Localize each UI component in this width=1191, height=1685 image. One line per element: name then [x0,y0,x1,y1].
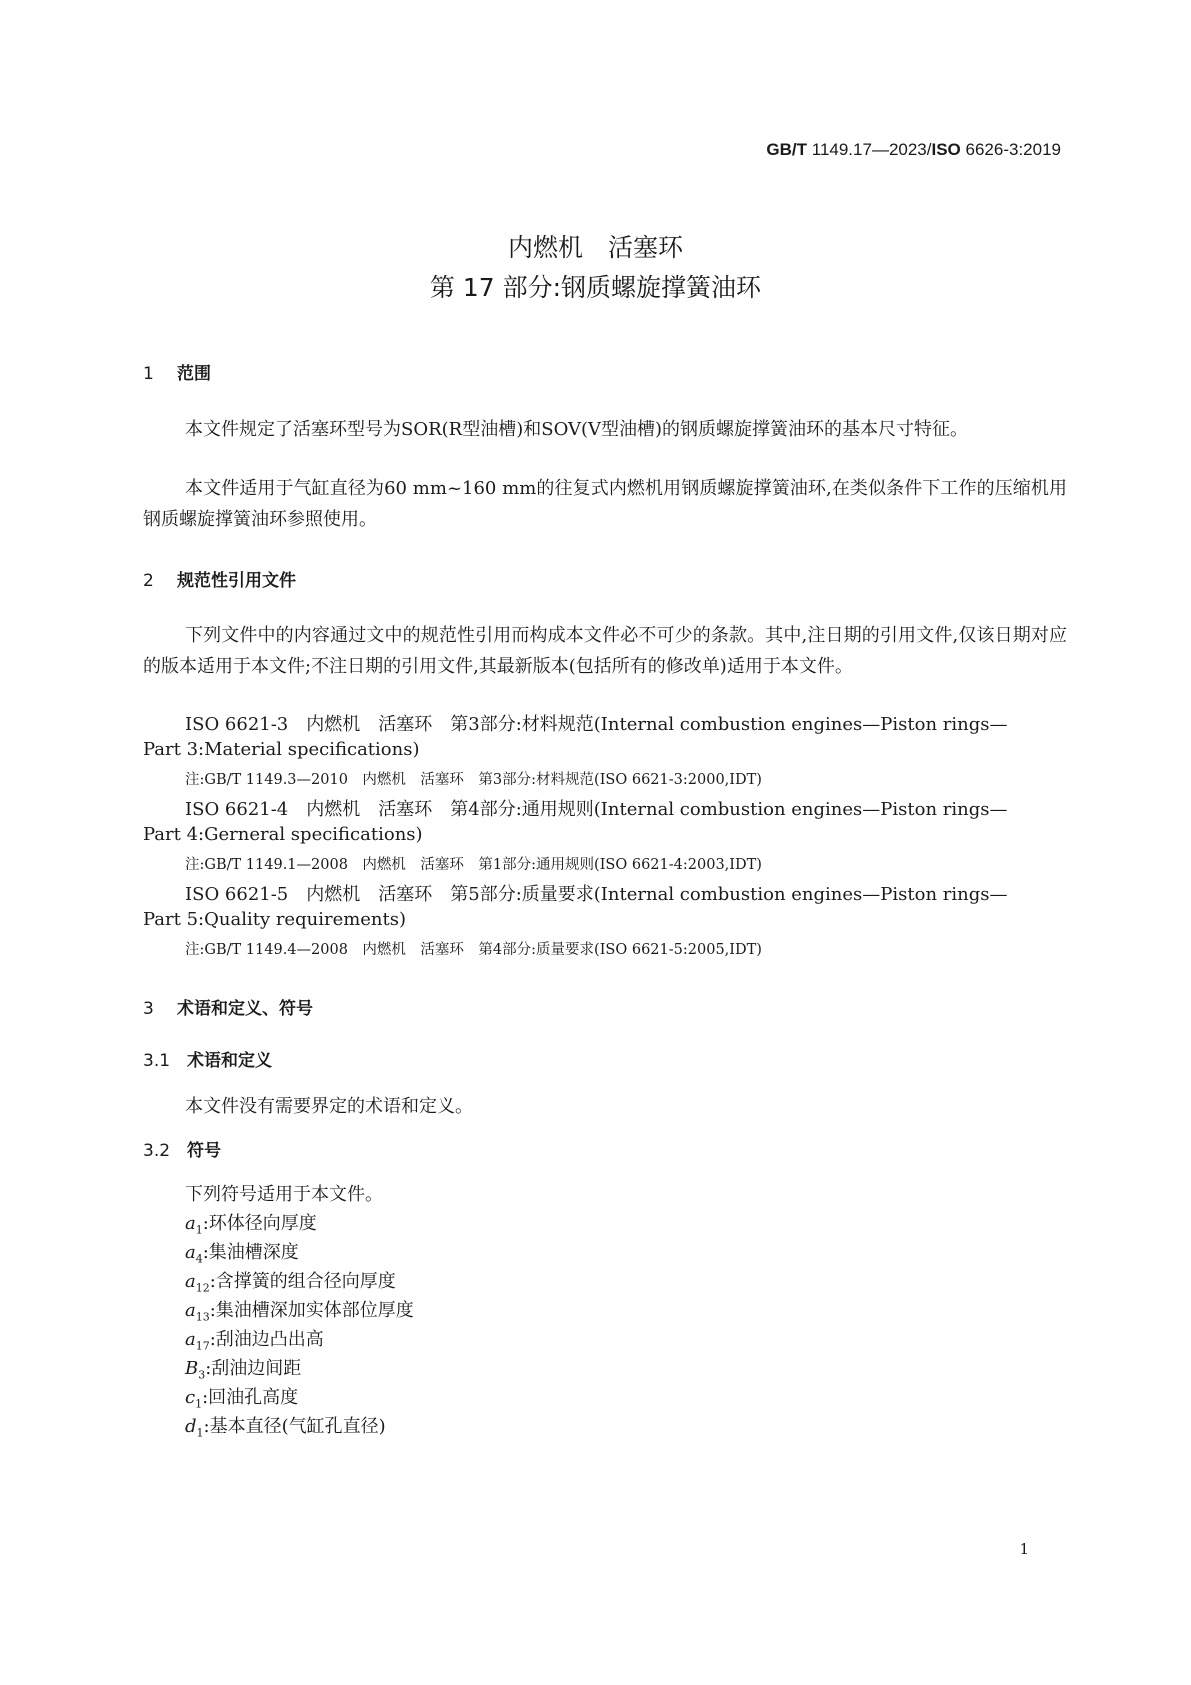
ref-item-2-line1: ISO 6621-4 内燃机 活塞环 第4部分:通用规则(Internal combustion engines—Piston rings— [185,799,1008,820]
ref-item-1-note: 注:GB/T 1149.3—2010 内燃机 活塞环 第3部分:材料规范(ISO 6621-3:2000,IDT) [185,772,762,788]
scope-paragraph-2: 本文件适用于气缸直径为60 mm~160 mm的往复式内燃机用钢质螺旋撑簧油环,在类似条件下工作的压缩机用钢质螺旋撑簧油环参照使用。 [143,478,1067,530]
refs-intro: 下列文件中的内容通过文中的规范性引用而构成本文件必不可少的条款。其中,注日期的引用文件,仅该日期对应的版本适用于本文件;不注日期的引用文件,其最新版本(包括所有的修改单)适用于本文件。 [143,625,1067,677]
section-1-heading: 1 范围 [143,364,211,384]
ref-item-3-line1: ISO 6621-5 内燃机 活塞环 第5部分:质量要求(Internal combustion engines—Piston rings— [185,884,1008,905]
symbols-intro: 下列符号适用于本文件。 [185,1184,383,1205]
scope-paragraph-1: 本文件规定了活塞环型号为SOR(R型油槽)和SOV(V型油槽)的钢质螺旋撑簧油环的基本尺寸特征。 [185,419,969,440]
symbol-item: $a_1$:环体径向厚度 [185,1213,317,1237]
symbol-item: $a_{17}$:刮油边凸出高 [185,1329,324,1353]
section-3-heading: 3 术语和定义、符号 [143,999,313,1019]
ref-item-3-note: 注:GB/T 1149.4—2008 内燃机 活塞环 第4部分:质量要求(ISO 6621-5:2005,IDT) [185,942,762,958]
section-3-2-heading: 3.2 符号 [143,1141,221,1161]
symbol-item: $c_1$:回油孔高度 [185,1387,299,1411]
doc-title-line2: 第 17 部分:钢质螺旋撑簧油环 [429,273,762,302]
symbol-item: $a_{13}$:集油槽深加实体部位厚度 [185,1300,414,1324]
standard-number: GB/T 1149.17—2023/ISO 6626-3:2019 [766,140,1061,159]
ref-item-3-line2: Part 5:Quality requirements) [143,909,407,930]
page-number: 1 [1019,1540,1029,1558]
symbol-item: $B_3$:刮油边间距 [185,1358,302,1382]
symbol-item: $a_4$:集油槽深度 [185,1242,299,1266]
symbol-item: $a_{12}$:含撑簧的组合径向厚度 [185,1271,396,1295]
ref-item-2-line2: Part 4:Gerneral specifications) [143,824,423,845]
ref-item-1-line1: ISO 6621-3 内燃机 活塞环 第3部分:材料规范(Internal combustion engines—Piston rings— [185,714,1008,735]
ref-item-1-line2: Part 3:Material specifications) [143,739,420,760]
doc-title-line1: 内燃机 活塞环 [507,233,683,262]
symbol-item: $d_1$:基本直径(气缸孔直径) [185,1416,386,1440]
terms-text: 本文件没有需要界定的术语和定义。 [185,1096,473,1117]
section-3-1-heading: 3.1 术语和定义 [143,1051,272,1071]
ref-item-2-note: 注:GB/T 1149.1—2008 内燃机 活塞环 第1部分:通用规则(ISO 6621-4:2003,IDT) [185,857,762,873]
section-2-heading: 2 规范性引用文件 [143,571,296,591]
